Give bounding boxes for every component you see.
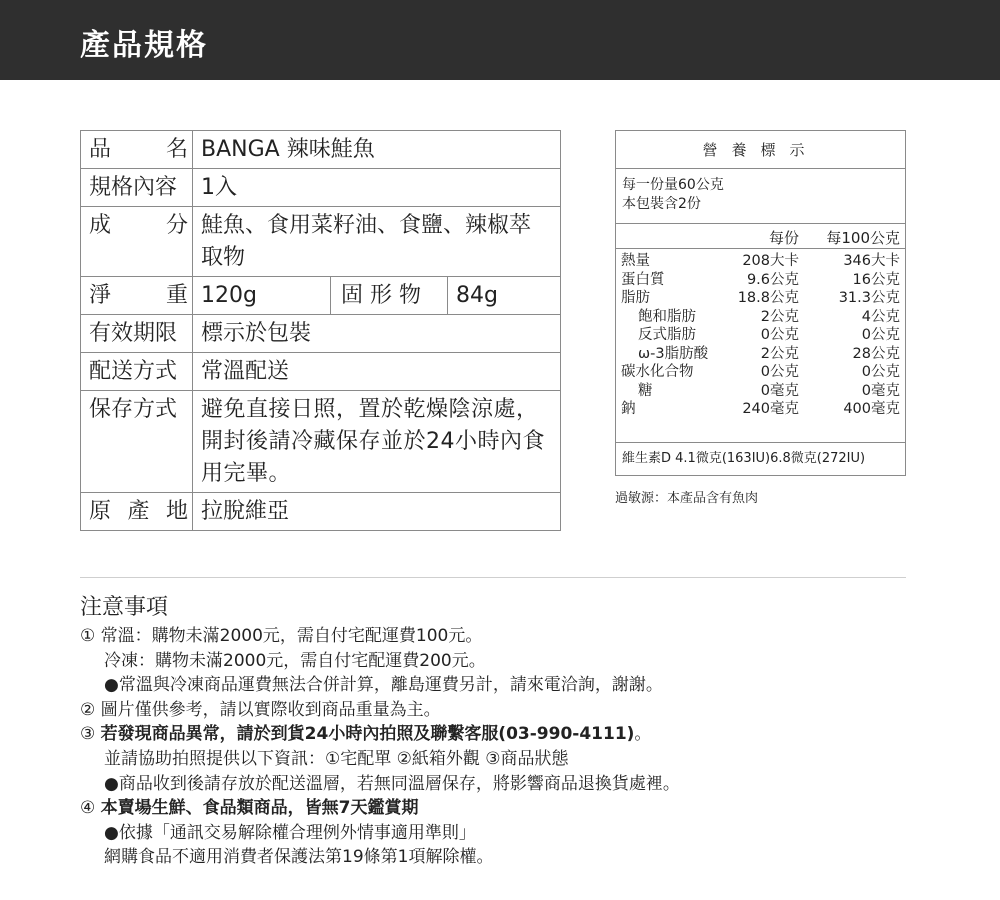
nutrition-title: 營養標示 [616,131,905,169]
nutrient-name: 鈉 [621,401,636,417]
note-prefix: ④ [80,798,101,819]
col-per-serving: 每份 [768,229,799,247]
nutrient-per-100g: 400毫克 [843,401,900,417]
nutrition-column-header [616,224,905,249]
spec-row-origin [81,493,561,531]
spec-key: 配送方式 [81,353,193,391]
spec-value-solid: 84g [448,277,561,315]
serving-size: 每一份量60公克 [622,177,724,193]
nutrient-name: 熱量 [621,253,650,269]
nutrient-per-serving: 2公克 [760,308,799,325]
nutrient-per-serving: 9.6公克 [746,271,799,288]
page-title: 產品規格 [80,28,208,63]
nutrition-row [616,252,905,271]
note-line: ② 圖片僅供參考，請以實際收到商品重量為主。 [80,699,441,720]
note-line: 網購食品不適用消費者保護法第19條第1項解除權。 [104,847,494,868]
note-prefix: ③ [80,724,101,745]
notes-list [80,624,920,870]
spec-row-name [81,131,561,169]
note-line: ●常溫與冷凍商品運費無法合併計算，離島運費另計，請來電洽詢，謝謝。 [104,675,663,696]
nutrition-serving-info [616,169,905,224]
nutrient-per-100g: 31.3公克 [838,290,900,306]
nutrient-per-serving: 0公克 [760,327,799,343]
nutrition-row [616,289,905,308]
nutrient-per-serving: 208大卡 [742,253,799,269]
nutrient-per-serving: 18.8公克 [737,290,799,306]
nutrient-per-serving: 0公克 [760,364,799,380]
nutrient-per-100g: 28公克 [852,345,900,362]
nutrition-row [616,271,905,290]
spec-row-delivery [81,353,561,391]
nutrition-row [616,400,905,419]
spec-key: 有效期限 [81,315,193,353]
nutrient-name: 反式脂肪 [638,327,696,343]
spec-value: BANGA 辣味鮭魚 [193,131,561,169]
spec-key-solid: 固 形 物 [331,277,448,315]
nutrient-per-100g: 4公克 [861,308,900,325]
servings-per-package: 本包裝含2份 [622,196,701,212]
spec-value: 常溫配送 [193,353,561,391]
spec-row-expiry [81,315,561,353]
nutrient-per-serving: 2公克 [760,345,799,362]
nutrient-name: 碳水化合物 [621,364,694,380]
spec-value: 標示於包裝 [193,315,561,353]
col-per-100g: 每100公克 [826,229,900,247]
note-line: ① 常溫：購物未滿2000元，需自付宅配運費100元。 [80,626,483,646]
spec-row-storage [81,391,561,493]
nutrient-name: 脂肪 [621,290,650,306]
spec-key: 保存方式 [81,391,193,493]
note-emphasis: 若發現商品異常，請於到貨24小時內拍照及聯繫客服(03-990-4111) [100,724,635,745]
nutrient-per-100g: 0公克 [861,364,900,380]
nutrient-per-100g: 0毫克 [861,382,900,399]
spec-key: 規格內容 [81,169,193,207]
section-divider [80,577,906,578]
spec-row-ingredients [81,207,561,277]
nutrient-name: 飽和脂肪 [638,308,696,325]
nutrition-row [616,326,905,345]
note-emphasis: 本賣場生鮮、食品類商品，皆無7天鑑賞期 [100,798,419,819]
note-suffix: 。 [634,724,652,745]
spec-key: 淨 重 [81,277,193,315]
note-line: 冷凍：購物未滿2000元，需自付宅配運費200元。 [104,650,486,671]
note-line: 並請協助拍照提供以下資訊：①宅配單 ②紙箱外觀 ③商品狀態 [104,748,569,769]
spec-row-size [81,169,561,207]
spec-table [80,130,561,531]
notes-title: 注意事項 [80,595,169,620]
nutrition-panel [615,130,906,476]
spec-value: 鮭魚、食用菜籽油、食鹽、辣椒萃取物 [193,207,561,277]
spec-value: 120g [193,277,331,315]
header-bar [0,0,1000,80]
spec-key: 品 名 [81,131,193,169]
allergen-note: 過敏源：本產品含有魚肉 [615,491,759,506]
spec-value: 避免直接日照，置於乾燥陰涼處，開封後請冷藏保存並於24小時內食用完畢。 [193,391,561,493]
nutrient-name: 蛋白質 [621,271,665,288]
note-line: ●商品收到後請存放於配送溫層，若無同溫層保存，將影響商品退換貨處裡。 [104,773,680,794]
nutrient-name: ω-3脂肪酸 [638,345,709,362]
nutrition-row [616,382,905,401]
spec-value: 拉脫維亞 [193,493,561,531]
spec-key: 成 分 [81,207,193,277]
nutrient-per-100g: 16公克 [852,271,900,288]
note-line: ●依據「通訊交易解除權合理例外情事適用準則」 [104,822,476,843]
nutrient-per-100g: 346大卡 [843,253,900,269]
spec-row-weight [81,277,561,315]
nutrient-per-100g: 0公克 [861,327,900,343]
nutrition-row [616,308,905,327]
spec-value: 1入 [193,169,561,207]
note-line [80,722,920,747]
nutrition-row [616,363,905,382]
nutrition-row [616,345,905,364]
nutrient-per-serving: 240毫克 [742,401,799,417]
spec-key: 原 產 地 [81,493,193,531]
nutrient-name: 糖 [638,382,653,399]
nutrition-rows [616,249,905,443]
note-line [80,796,920,821]
nutrient-per-serving: 0毫克 [760,382,799,399]
vitamin-d: 維生素D 4.1微克(163IU)6.8微克(272IU) [622,451,866,466]
